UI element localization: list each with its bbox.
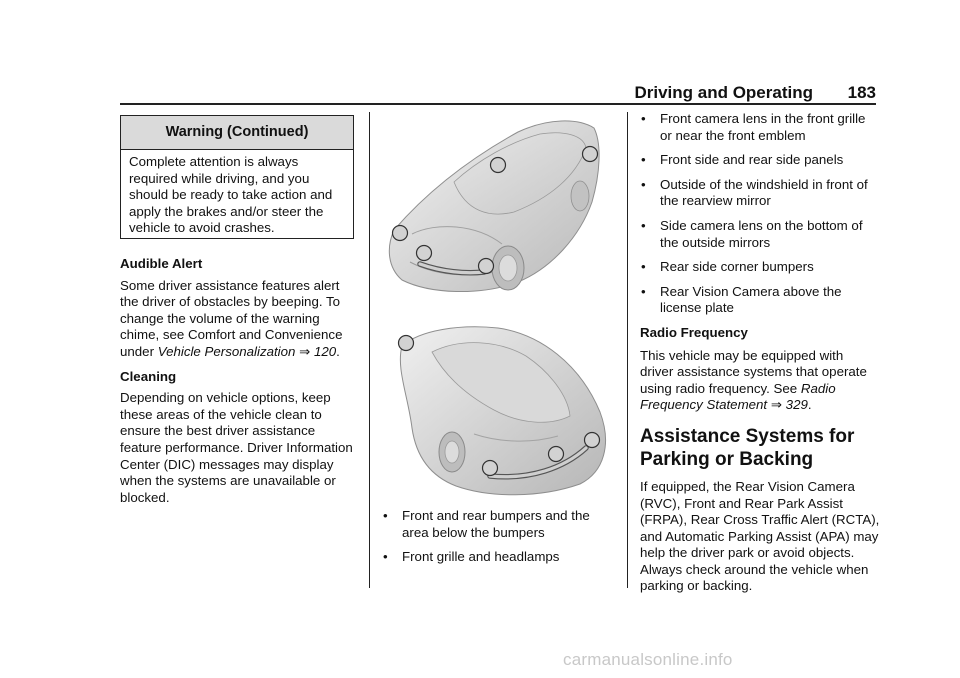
list-item: • Side camera lens on the bottom of the outside mirrors: [641, 217, 863, 250]
list-item: • Front side and rear side panels: [641, 152, 844, 168]
list-item: • Front camera lens in the front grille or near the front emblem: [641, 111, 866, 143]
bullet-icon: •: [641, 152, 646, 168]
audible-alert-end: .: [336, 343, 340, 359]
radio-frequency-paragraph: This vehicle may be equipped with driver assistance systems that operate using radio frequency. See Radio Frequency Statement ⇒ 329.: [640, 347, 867, 413]
audible-alert-paragraph: [120, 278, 358, 361]
bullet-icon: •: [641, 111, 646, 126]
list-item: • Outside of the windshield in front of the rearview mirror: [641, 176, 868, 209]
bullet-icon: •: [641, 283, 646, 299]
warning-text: Complete attention is always required while driving, and you should be ready to take action and apply the brakes and/or steer the vehicle to avoid crashes.: [129, 154, 333, 236]
radio-frequency-statement-link[interactable]: Radio Frequency Statement: [640, 380, 836, 413]
bullet-icon: •: [383, 549, 388, 565]
warning-box: [120, 115, 354, 239]
page-header: [120, 82, 876, 104]
watermark: carmanualsonline.info: [563, 650, 733, 669]
radio-frequency-text: This vehicle may be equipped with driver assistance systems that operate using radio frequency. See: [640, 347, 867, 396]
assistance-systems-heading: Assistance Systems for Parking or Backing: [640, 425, 855, 470]
bullet-icon: •: [383, 508, 388, 523]
left-column: [120, 256, 358, 514]
rear-car-sensor-illustration: [380, 316, 612, 500]
cleaning-heading: Cleaning: [120, 368, 177, 384]
list-item: • Rear Vision Camera above the license plate: [641, 283, 842, 316]
right-column: [640, 111, 880, 603]
list-item: • Front and rear bumpers and the area below the bumpers: [383, 508, 590, 540]
bullet-icon: •: [641, 176, 646, 192]
radio-frequency-heading: Radio Frequency: [640, 324, 748, 340]
assistance-systems-paragraph: If equipped, the Rear Vision Camera (RVC), Front and Rear Park Assist (FRPA), Rear Cross Traffic Alert (RCTA), and Automatic Parking Assist (APA) may help the driver park or avoid objects. Always check around the vehicle when parking or backing.: [640, 478, 880, 594]
vehicle-personalization-page-ref[interactable]: ⇒ 120: [299, 343, 337, 359]
cleaning-paragraph: Depending on vehicle options, keep these areas of the vehicle clean to ensure the best driver assistance feature performance. Driver Information Center (DIC) messages may display when the systems are unavailable or blocked.: [120, 390, 353, 505]
list-item: • Rear side corner bumpers: [641, 259, 814, 275]
front-car-sensor-illustration: [380, 112, 612, 302]
warning-title: Warning (Continued): [121, 116, 353, 150]
audible-alert-heading: Audible Alert: [120, 256, 203, 271]
header-rule: [120, 103, 876, 105]
vehicle-personalization-link[interactable]: Vehicle Personalization: [157, 343, 296, 359]
column-divider-right: [627, 112, 628, 588]
radio-frequency-page-ref[interactable]: ⇒ 329: [770, 397, 808, 413]
list-item: • Front grille and headlamps: [383, 549, 560, 565]
page-section-title: Driving and Operating: [634, 83, 813, 102]
bullet-icon: •: [641, 217, 646, 233]
bullet-icon: •: [641, 259, 646, 275]
middle-bullet-list: [382, 508, 614, 574]
audible-alert-text: Some driver assistance features alert the driver of obstacles by beeping. To change the volume of the warning chime, see Comfort and Convenience under: [120, 277, 343, 359]
page-number: 183: [847, 83, 876, 102]
column-divider-left: [369, 112, 370, 588]
